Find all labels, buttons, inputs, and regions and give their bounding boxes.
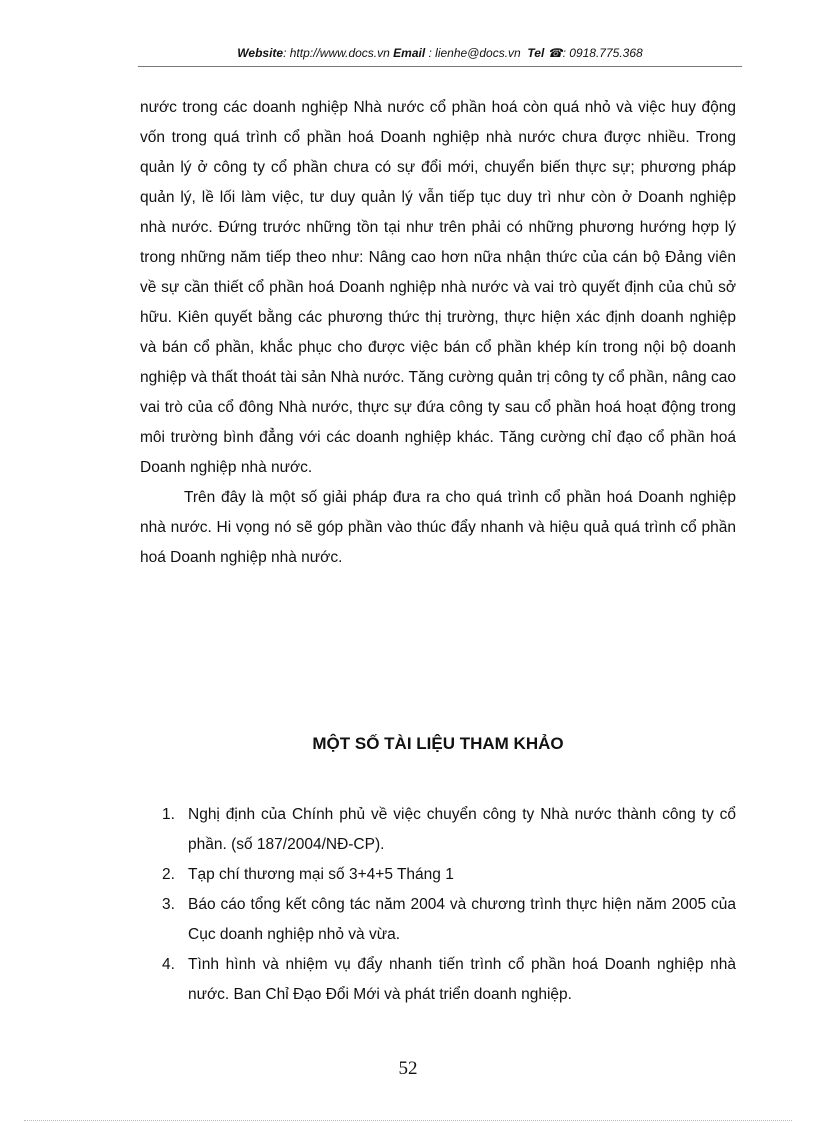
reference-item (150, 890, 736, 950)
reference-number: 4. (162, 956, 175, 973)
email-value: : lienhe@docs.vn (425, 46, 525, 60)
header-divider (138, 66, 742, 67)
reference-item (150, 860, 736, 890)
reference-number: 2. (162, 866, 175, 883)
phone-icon: ☎ (547, 46, 563, 60)
website-value: : http://www.docs.vn (283, 46, 394, 60)
references-list (150, 800, 736, 1010)
bottom-divider (24, 1120, 792, 1121)
reference-number: 1. (162, 806, 175, 823)
website-label: Website (237, 46, 284, 60)
page-header (138, 46, 742, 60)
tel-label: Tel (527, 46, 545, 60)
reference-item (150, 800, 736, 860)
paragraph-1: nước trong các doanh nghiệp Nhà nước cổ phần hoá còn quá nhỏ và việc huy động vốn trong quá trình cổ phần hoá Doanh nghiệp nhà nước chưa được nhiều. Trong quản lý ở công ty cổ phần chưa có sự đổi mới, chuyển biến thực sự; phương pháp quản lý, lề lối làm việc, tư duy quản lý vẫn tiếp tục duy trì như còn ở Doanh nghiệp nhà nước. Đứng trước những tồn tại như trên phải có những phương hướng hợp lý trong những năm tiếp theo như: Nâng cao hơn nữa nhận thức của cán bộ Đảng viên về sự cần thiết cổ phần hoá Doanh nghiệp nhà nước và vai trò quyết định của chủ sở hữu. Kiên quyết bằng các phương thức thị trường, thực hiện xác định doanh nghiệp và bán cổ phần, khắc phục cho được việc bán cổ phần khép kín trong nội bộ doanh nghiệp và thất thoát tài sản Nhà nước. Tăng cường quản trị công ty cổ phần, nâng cao vai trò của cổ đông Nhà nước, thực sự đứa công ty sau cổ phần hoá hoạt động trong môi trường bình đẳng với các doanh nghiệp khác. Tăng cường chỉ đạo cổ phần hoá Doanh nghiệp nhà nước. (140, 99, 736, 476)
page-number: 52 (398, 1058, 418, 1079)
body-text (140, 93, 736, 573)
reference-text: Nghị định của Chính phủ về việc chuyển công ty Nhà nước thành công ty cổ phần. (số 187/2004/NĐ-CP). (188, 806, 736, 853)
reference-number: 3. (162, 896, 175, 913)
references-title: MỘT SỐ TÀI LIỆU THAM KHẢO (312, 734, 564, 753)
tel-value: : 0918.775.368 (562, 46, 643, 60)
email-label: Email (393, 46, 426, 60)
reference-item (150, 950, 736, 1010)
reference-text: Báo cáo tổng kết công tác năm 2004 và chương trình thực hiện năm 2005 của Cục doanh nghiệp nhỏ và vừa. (188, 896, 736, 943)
paragraph-2: Trên đây là một số giải pháp đưa ra cho quá trình cổ phần hoá Doanh nghiệp nhà nước. Hi vọng nó sẽ góp phần vào thúc đẩy nhanh và hiệu quả quá trình cổ phần hoá Doanh nghiệp nhà nước. (140, 489, 736, 566)
reference-text: Tạp chí thương mại số 3+4+5 Tháng 1 (188, 866, 454, 883)
reference-text: Tình hình và nhiệm vụ đẩy nhanh tiến trình cổ phần hoá Doanh nghiệp nhà nước. Ban Chỉ Đạo Đổi Mới và phát triển doanh nghiệp. (188, 956, 736, 1003)
